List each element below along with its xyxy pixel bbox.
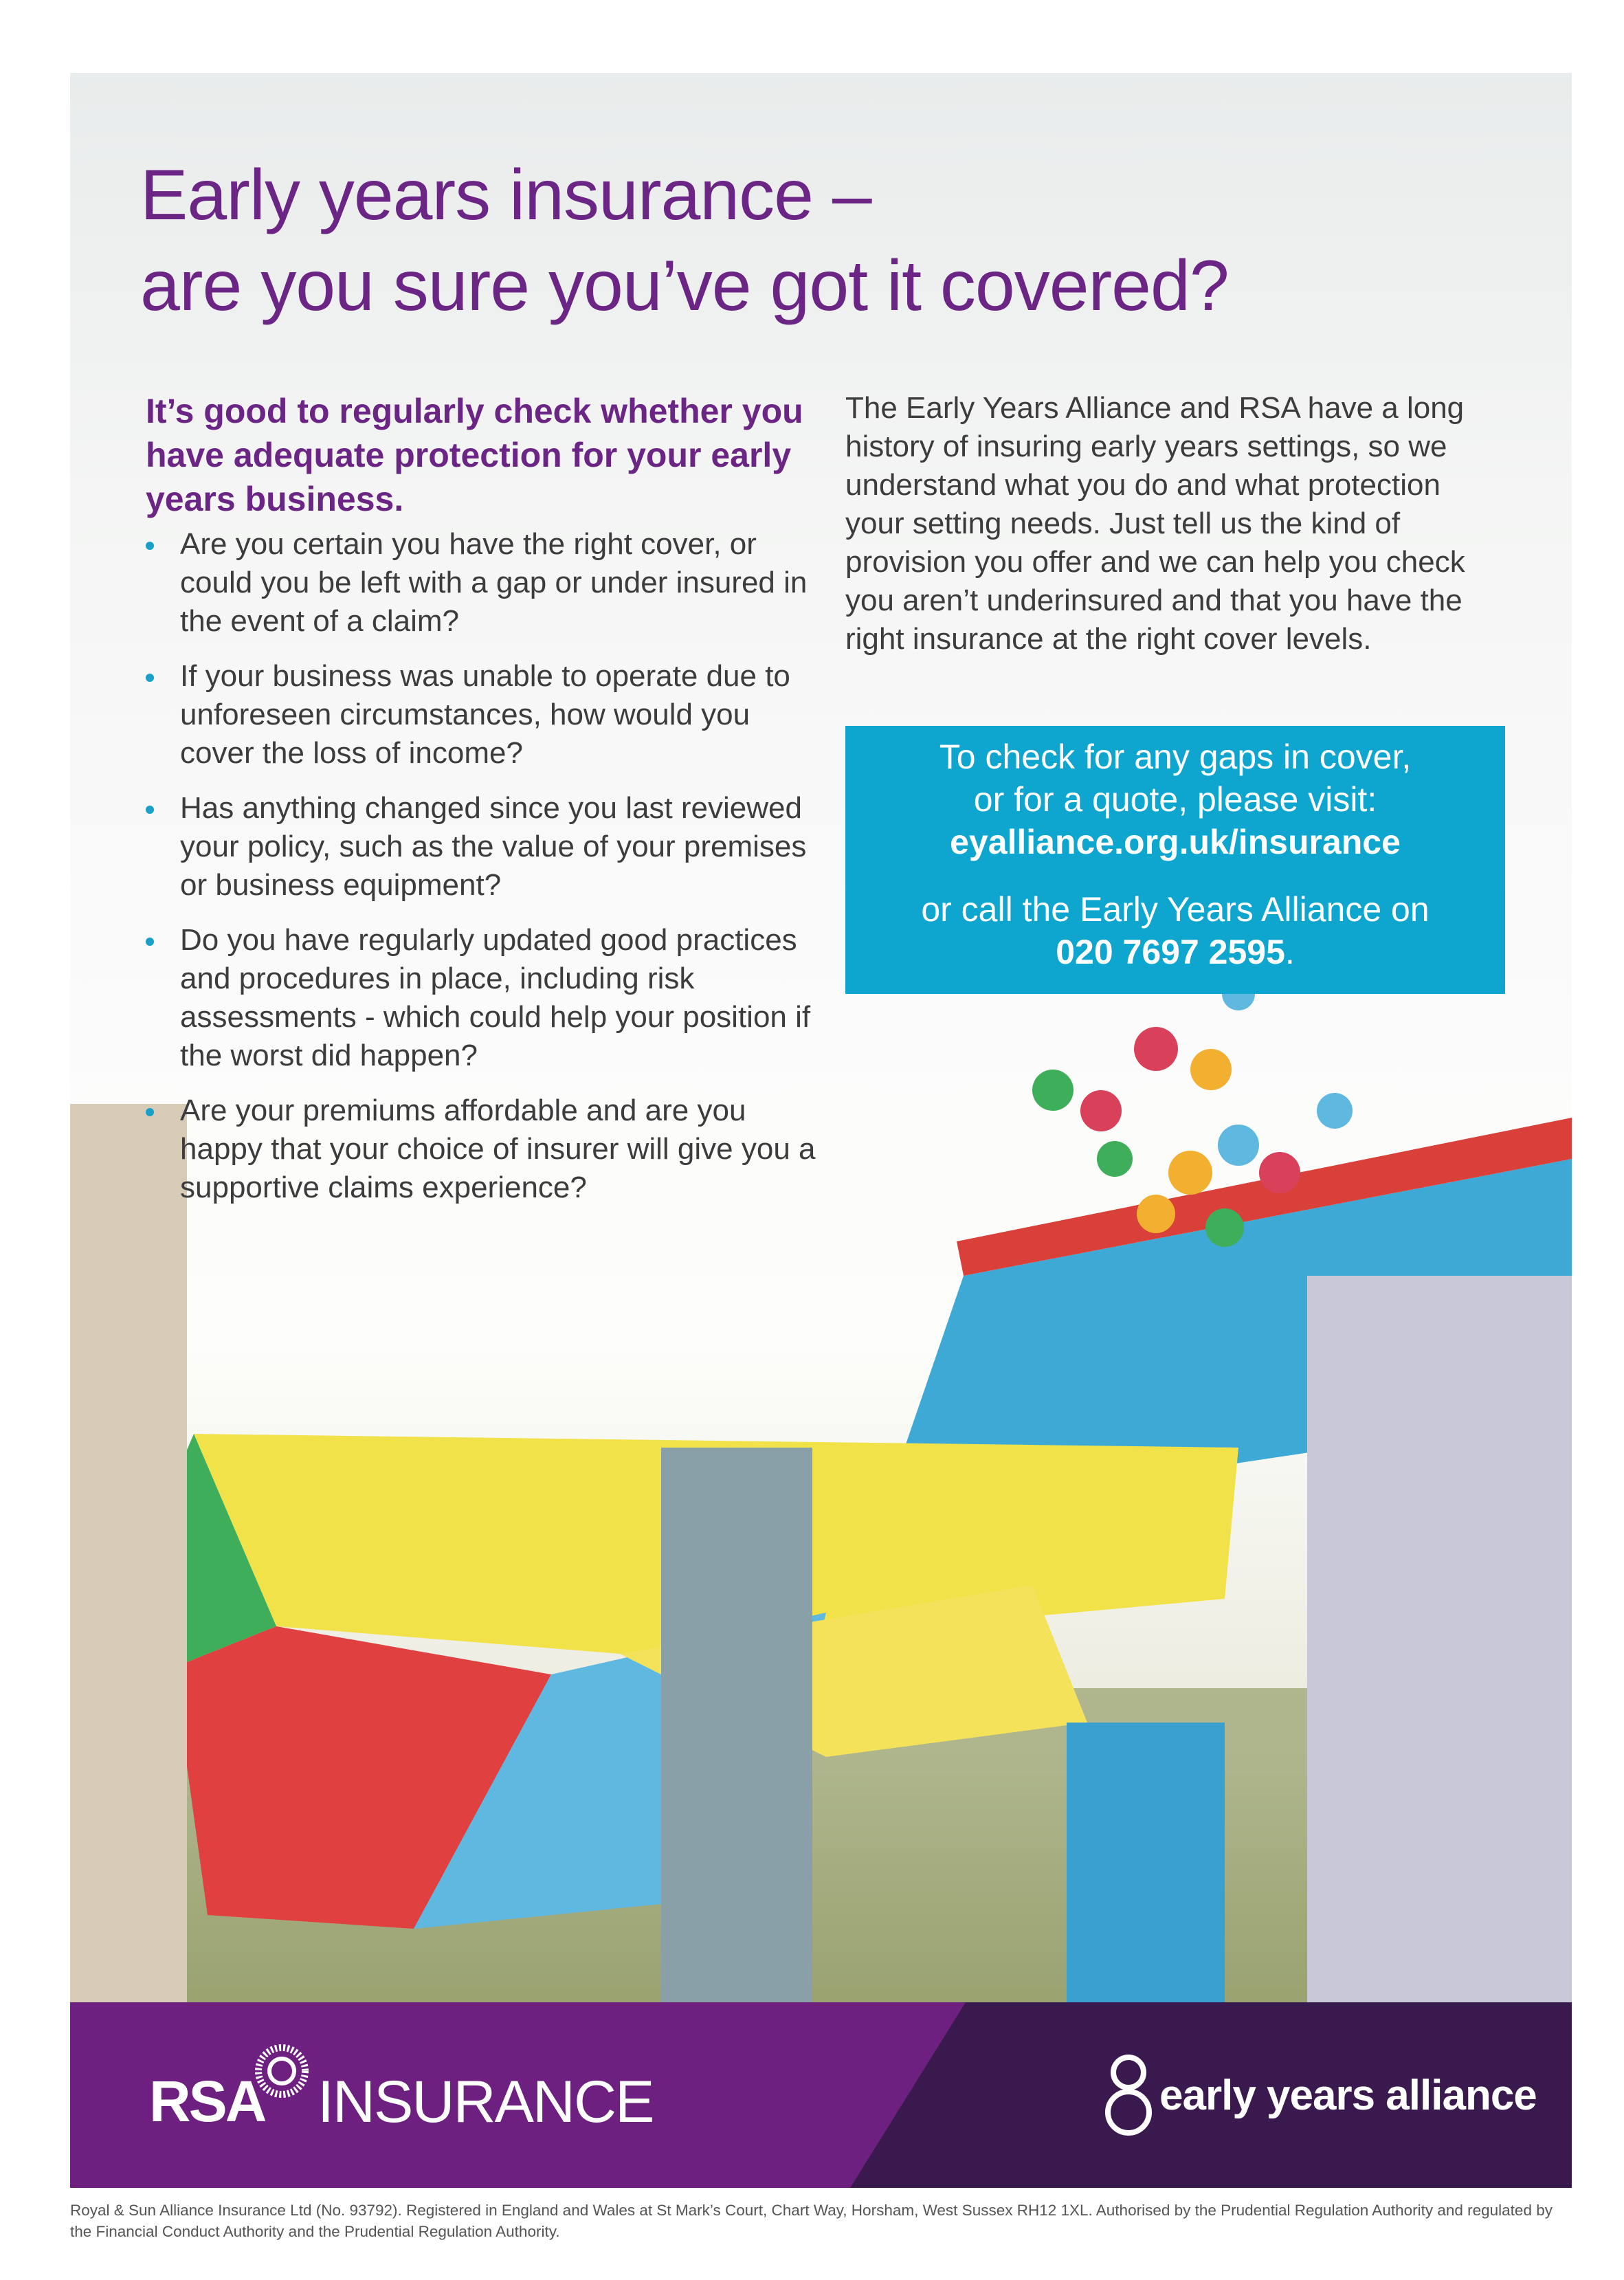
subheading: It’s good to regularly check whether you have adequate protection for your early years business. [146, 392, 803, 518]
bullet-icon [146, 806, 154, 814]
website-link[interactable]: eyalliance.org.uk/insurance [950, 823, 1401, 861]
list-item [146, 921, 826, 1075]
title-line-1: Early years insurance – [140, 155, 871, 235]
phone-period: . [1284, 933, 1295, 971]
logo-band [70, 2002, 1572, 2188]
poster [70, 73, 1572, 2188]
list-item [146, 1092, 826, 1207]
list-item [146, 657, 826, 773]
intro-paragraph: The Early Years Alliance and RSA have a long history of insuring early years settings, so we understand what you do and what protection your setting needs. Just tell us the kind of provision you offer and we can help you check you aren’t underinsured and that you have the right insurance at the right cover levels. [845, 391, 1465, 656]
eya-logo-text: early years alliance [1159, 2072, 1537, 2119]
left-column [146, 389, 826, 1224]
cta-line-1: To check for any gaps in cover, [939, 738, 1412, 776]
title-line-2: are you sure you’ve got it covered? [140, 246, 1229, 326]
bullet-icon [146, 674, 154, 682]
bullet-text: Do you have regularly updated good practices and procedures in place, including risk assessments - which could help your position if the worst did happen? [180, 923, 811, 1072]
bullet-icon [146, 938, 154, 946]
eya-logo [850, 2002, 1572, 2188]
question-list [146, 525, 826, 1207]
cta-call-text: or call the Early Years Alliance on [921, 890, 1430, 929]
eya-figure-eight-icon [1104, 2050, 1153, 2140]
list-item [146, 525, 826, 641]
bullet-text: Has anything changed since you last reviewed your policy, such as the value of your premises or business equipment? [180, 791, 807, 902]
bullet-icon [146, 1108, 154, 1116]
phone-number[interactable]: 020 7697 2595 [1056, 933, 1285, 971]
rsa-logo: RSA [149, 2069, 265, 2134]
list-item [146, 789, 826, 905]
rsa-logo-insurance: INSURANCE [318, 2069, 654, 2135]
cta-line-2: or for a quote, please visit: [973, 780, 1377, 819]
call-to-action-box [845, 726, 1505, 994]
bullet-text: If your business was unable to operate due to unforeseen circumstances, how would you cover the loss of income? [180, 659, 790, 770]
legal-disclaimer: Royal & Sun Alliance Insurance Ltd (No. 93792). Registered in England and Wales at St Mark’s Court, Chart Way, Horsham, West Sussex RH12 1XL. Authorised by the Prudential Regulation Authority and regulated by the Financial Conduct Authority and the Prudential Regulation Authority. [70, 2202, 1553, 2240]
page-title [140, 150, 1229, 331]
bullet-text: Are your premiums affordable and are you happy that your choice of insurer will give you a supportive claims experience? [180, 1094, 816, 1204]
bullet-text: Are you certain you have the right cover, or could you be left with a gap or under insured in the event of a claim? [180, 527, 808, 638]
bullet-icon [146, 542, 154, 550]
